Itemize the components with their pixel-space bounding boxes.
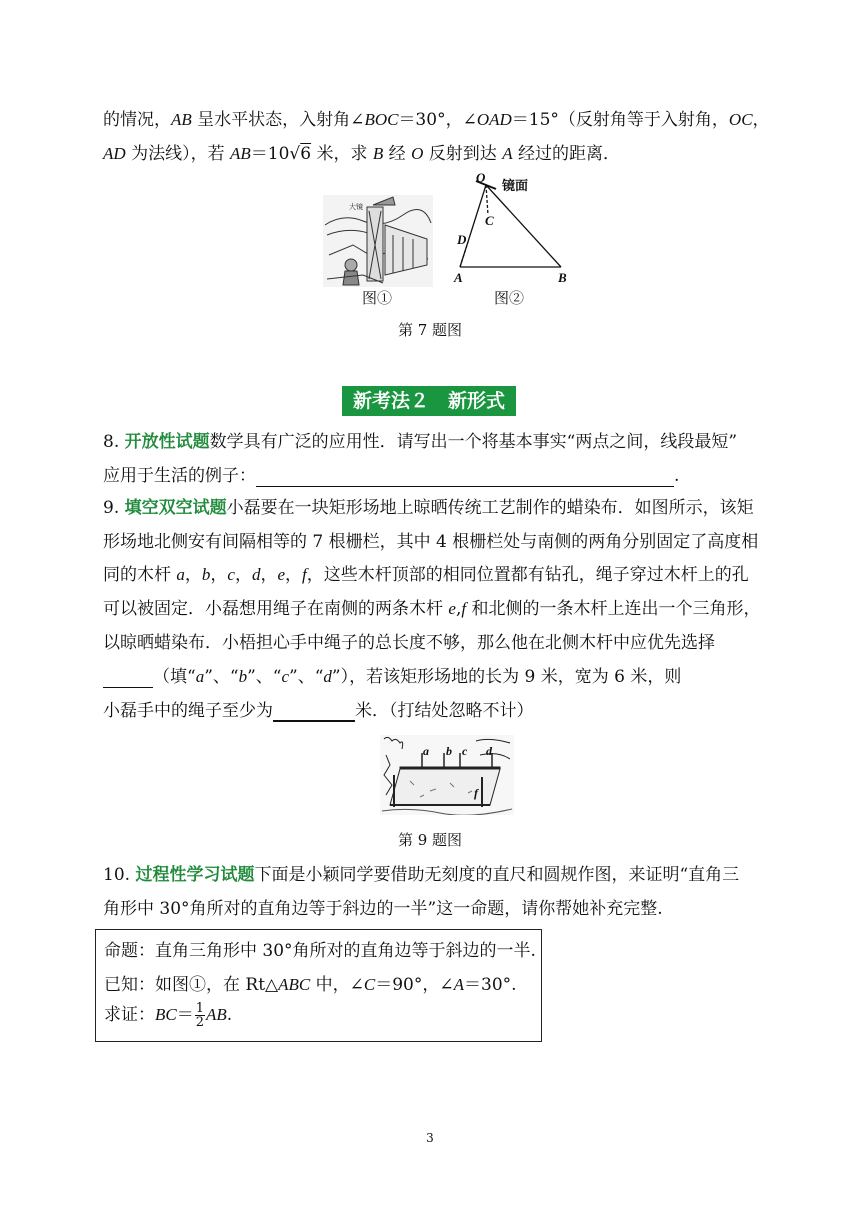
fig9-label-d: d (486, 744, 492, 758)
proof-to-prove: 求证：BC＝ $\frac{1}{2}$ AB. (104, 1001, 233, 1030)
q10-line-1: 10. 过程性学习试题下面是小颖同学要借助无刻度的直尺和圆规作图，来证明“直角三 (103, 865, 740, 885)
fig2-label-a: A (454, 270, 463, 285)
q9-answer-blank-1 (103, 669, 153, 688)
q9-tag: 填空双空试题 (124, 498, 227, 518)
q9-line-5: 以晾晒蜡染布．小梧担心手中绳子的总长度不够，那么他在北侧木杆中应优先选择 (103, 633, 715, 653)
q9-line-6: （填“a”、“b”、“c”、“d”），若该矩形场地的长为 9 米，宽为 6 米，则 (103, 666, 681, 688)
section-banner: 新考法２ 新形式 (342, 386, 516, 416)
q7-line-1: 的情况，AB 呈水平状态，入射角∠BOC＝30°，∠OAD＝15°（反射角等于入射角，OC， (103, 110, 770, 130)
fig9-label-c: c (462, 744, 468, 758)
fig9-label-b: b (446, 744, 452, 758)
q10-line-2: 角形中 30°角所对的直角边等于斜边的一半”这一命题，请你帮她补充完整. (103, 899, 663, 919)
figure-7-title: 第 7 题图 (397, 321, 463, 339)
figure-7-2-caption: 图② (494, 289, 525, 307)
figure-7-1-label: 大镜 (349, 203, 363, 211)
q7-line-2: AD 为法线），若 AB＝10√6 米，求 B 经 O 反射到达 A 经过的距离． (103, 144, 620, 164)
fig2-label-mirror: 镜面 (502, 179, 529, 194)
figure-7-1-caption: 图① (362, 289, 393, 307)
page-number: 3 (426, 1131, 434, 1145)
fraction-one-half: $\frac{1}{2}$ (195, 1001, 205, 1030)
q9-line-4: 可以被固定．小磊想用绳子在南侧的两条木杆 e,f 和北侧的一条木杆上连出一个三角形， (103, 599, 761, 619)
q8-answer-blank (256, 468, 674, 487)
q9-answer-blank-2 (273, 702, 355, 722)
figure-7-2-diagram (448, 170, 578, 285)
fig9-label-f: f (474, 786, 478, 800)
fig2-label-c: C (485, 213, 494, 228)
proof-given: 已知：如图①，在 Rt△ABC 中，∠C＝90°，∠A＝30°. (104, 975, 517, 995)
q8-tag: 开放性试题 (124, 432, 210, 452)
fig2-label-b: B (558, 270, 567, 285)
q8-line-2: 应用于生活的例子： . (103, 466, 680, 486)
proof-box (95, 929, 542, 1042)
q9-line-1: 9. 填空双空试题小磊要在一块矩形场地上晾晒传统工艺制作的蜡染布．如图所示，该矩 (103, 498, 754, 518)
q9-line-7: 小磊手中的绳子至少为 米．（打结处忽略不计） (103, 701, 534, 721)
figure-7-1-illustration (323, 195, 433, 287)
fig9-label-a: a (423, 744, 429, 758)
q9-line-3: 同的木杆 a，b，c，d，e，f，这些木杆顶部的相同位置都有钻孔，绳子穿过木杆上的孔 (103, 565, 749, 585)
figure-9-title: 第 9 题图 (397, 831, 463, 849)
fig2-label-d: D (457, 232, 467, 247)
fig2-label-o: O (476, 170, 486, 185)
q9-line-2: 形场地北侧安有间隔相等的 7 根栅栏，其中 4 根栅栏处与南侧的两角分别固定了高度相 (103, 532, 759, 552)
proof-proposition: 命题：直角三角形中 30°角所对的直角边等于斜边的一半. (104, 941, 536, 961)
q10-tag: 过程性学习试题 (135, 865, 255, 885)
figure-9-illustration (380, 735, 514, 815)
q8-line-1: 8. 开放性试题数学具有广泛的应用性．请写出一个将基本事实“两点之间，线段最短” (103, 432, 738, 452)
